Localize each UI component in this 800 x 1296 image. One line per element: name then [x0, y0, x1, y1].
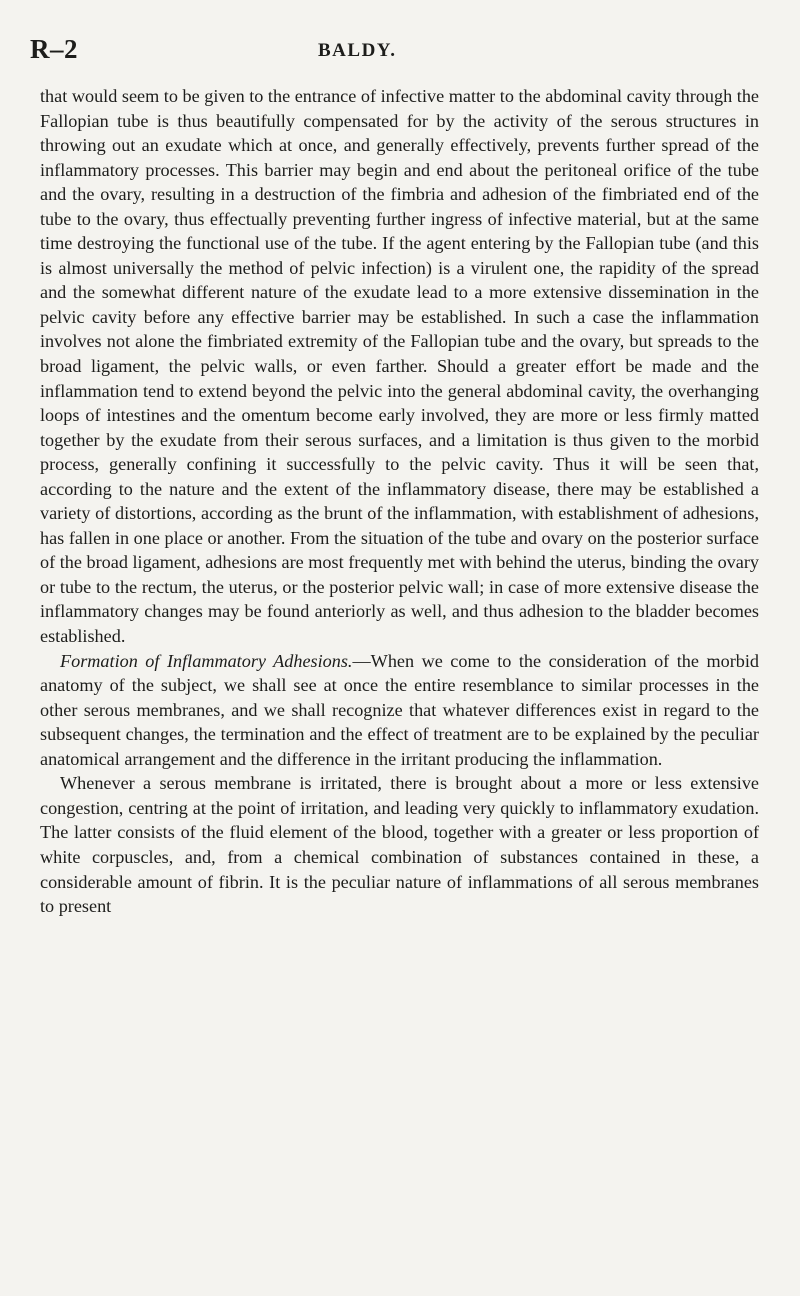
- body-text: [40, 84, 759, 919]
- paragraph-1: that would seem to be given to the entrance of infective matter to the abdominal cavity through the Fallopian tube is thus beautifully compensated for by the activity of the serous structures in throwing out an exudate which at once, and generally effectively, prevents further spread of the inflammatory processes. This barrier may begin and end about the peritoneal orifice of the tube and the ovary, resulting in a destruction of the fimbria and adhesion of the fimbriated end of the tube to the ovary, thus effectually preventing further ingress of infective material, but at the same time destroying the functional use of the tube. If the agent entering by the Fallopian tube (and this is almost universally the method of pelvic infection) is a virulent one, the rapidity of the spread and the somewhat different nature of the exudate lead to a more extensive dissemination in the pelvic cavity before any effective barrier may be established. In such a case the inflammation involves not alone the fimbriated extremity of the Fallopian tube and the ovary, but spreads to the broad ligament, the pelvic walls, or even farther. Should a greater effort be made and the inflammation tend to extend beyond the pelvic into the general abdominal cavity, the overhanging loops of intestines and the omentum become early involved, they are more or less firmly matted together by the exudate from their serous surfaces, and a limitation is thus given to the morbid process, generally confining it successfully to the pelvic cavity. Thus it will be seen that, according to the nature and the extent of the inflammatory disease, there may be established a variety of distortions, according as the brunt of the inflammation, with establishment of adhesions, has fallen in one place or another. From the situation of the tube and ovary on the posterior surface of the broad ligament, adhesions are most frequently met with behind the uterus, binding the ovary or tube to the rectum, the uterus, or the posterior pelvic wall; in case of more extensive disease the inflammatory changes may be found anteriorly as well, and thus adhesion to the bladder becomes established.: [40, 86, 759, 647]
- paragraph-2: [40, 649, 759, 772]
- paragraph-3: Whenever a serous membrane is irritated, there is brought about a more or less extensive congestion, centring at the point of irritation, and leading very quickly to inflammatory exudation. The latter consists of the fluid element of the blood, together with a greater or less proportion of white corpuscles, and, from a chemical combination of substances contained in these, a considerable amount of fibrin. It is the peculiar nature of inflammations of all serous membranes to present: [40, 773, 759, 917]
- running-title: BALDY.: [318, 40, 397, 61]
- running-header: [30, 34, 750, 68]
- paragraph-2-text: —When we come to the consideration of the morbid anatomy of the subject, we shall see at once the entire resemblance to similar processes in the other serous membranes, and we shall recognize that whatever differences exist in regard to the subsequent changes, the termination and the effect of treatment are to be explained by the peculiar anatomical arrangement and the difference in the irritant producing the inflammation.: [40, 650, 759, 769]
- page-code: R–2: [30, 34, 78, 64]
- section-heading: Formation of Inflammatory Adhesions.: [60, 650, 353, 671]
